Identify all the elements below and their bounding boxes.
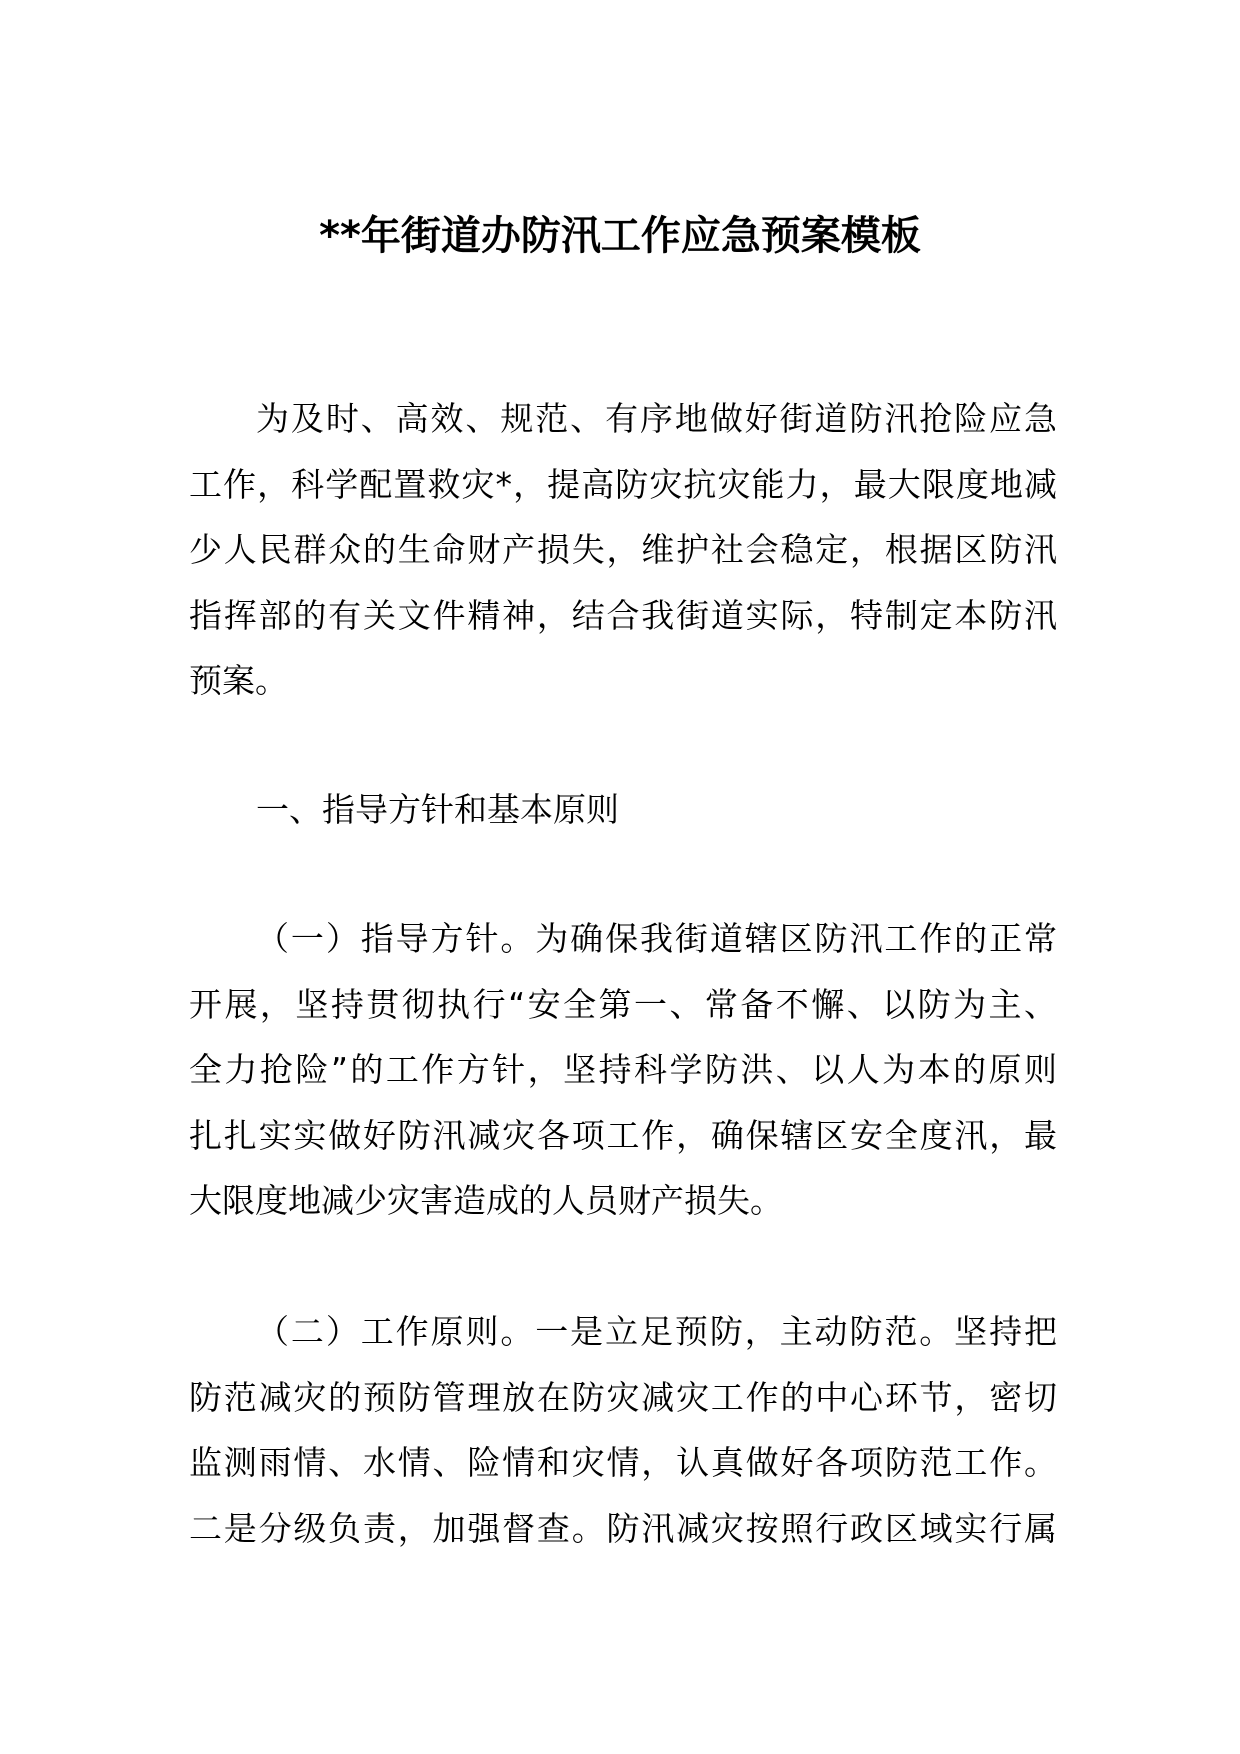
text-line: 一、指导方针和基本原则 — [256, 790, 619, 829]
text-line: 少人民群众的生命财产损失，维护社会稳定，根据区防汛 — [189, 530, 1057, 569]
document-title: **年街道办防汛工作应急预案模板 — [319, 213, 921, 259]
text-line: 全力抢险”的工作方针，坚持科学防洪、以人为本的原则 — [189, 1050, 1057, 1089]
text-line: （二）工作原则。一是立足预防，主动防范。坚持把 — [256, 1312, 1057, 1351]
text-line: （一）指导方针。为确保我街道辖区防汛工作的正常 — [256, 919, 1057, 958]
text-line: 工作，科学配置救灾*，提高防灾抗灾能力，最大限度地减 — [189, 464, 1057, 504]
text-line: 防范减灾的预防管理放在防灾减灾工作的中心环节，密切 — [189, 1377, 1057, 1417]
section-heading-1 — [189, 777, 1057, 843]
text-line: 预案。 — [189, 661, 288, 700]
text-line: 指挥部的有关文件精神，结合我街道实际，特制定本防汛 — [189, 595, 1057, 635]
paragraph-work-principles — [189, 1299, 1057, 1561]
text-line: 二是分级负责，加强督查。防汛减灾按照行政区域实行属 — [189, 1508, 1057, 1548]
text-line: 开展，坚持贯彻执行“安全第一、常备不懈、以防为主、 — [189, 984, 1057, 1024]
paragraph-guiding-policy — [189, 906, 1057, 1234]
text-line: 监测雨情、水情、险情和灾情，认真做好各项防范工作。 — [189, 1443, 1057, 1482]
text-line: 扎扎实实做好防汛减灾各项工作，确保辖区安全度汛，最 — [189, 1115, 1057, 1155]
text-line: 为及时、高效、规范、有序地做好街道防汛抢险应急 — [256, 399, 1057, 438]
text-line: 大限度地减少灾害造成的人员财产损失。 — [189, 1181, 783, 1220]
paragraph-intro — [189, 386, 1057, 714]
